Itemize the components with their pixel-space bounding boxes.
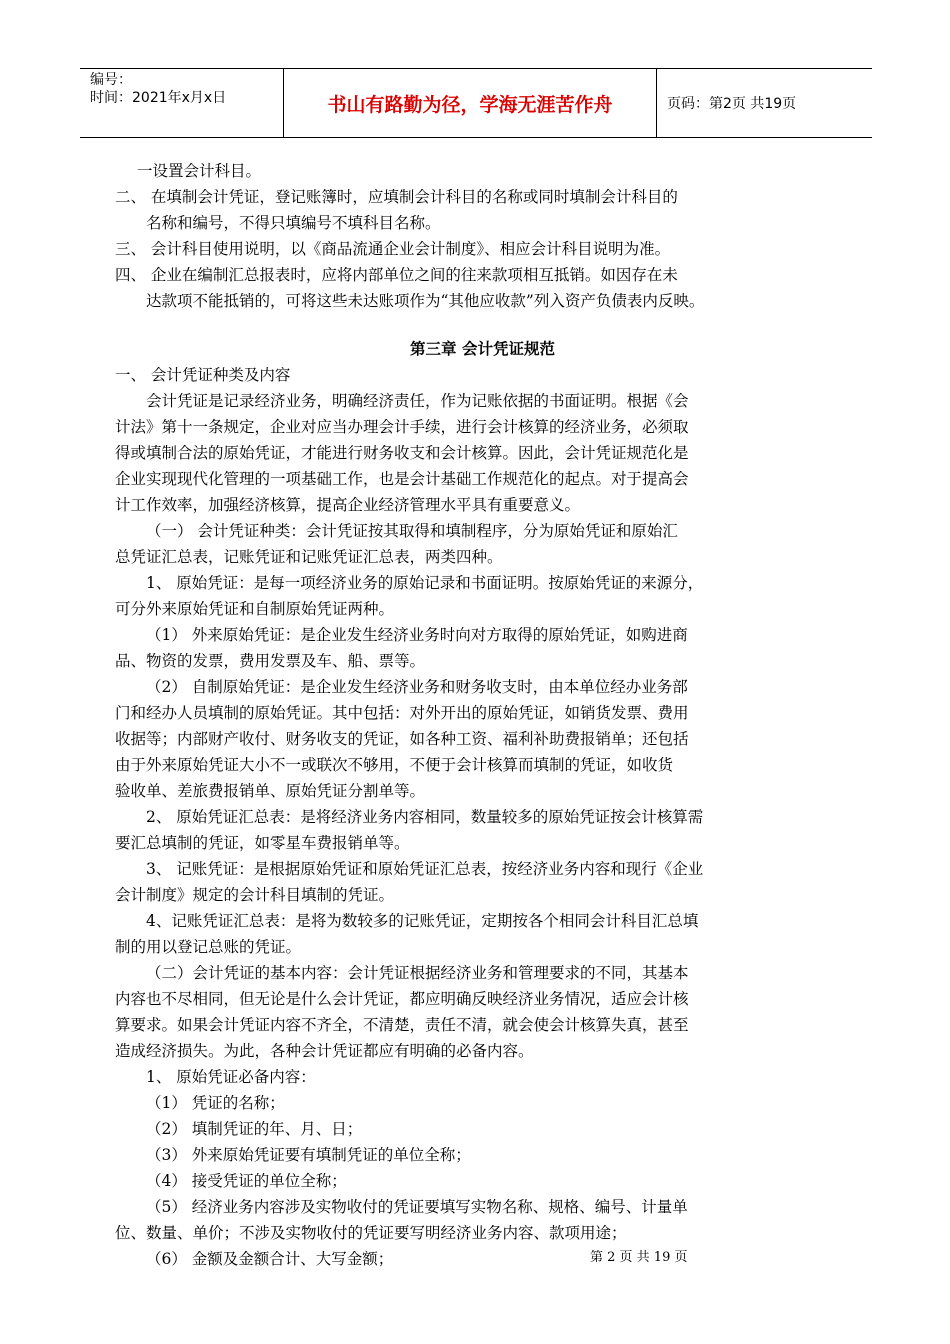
list-item: （6） 金额及金额合计、大写金额；	[146, 1250, 394, 1268]
paragraph-line: 4、记账凭证汇总表：是将为数较多的记账凭证，定期按各个相同会计科目汇总填	[146, 912, 699, 930]
header-page-info: 页码：第2页 共19页	[667, 96, 797, 112]
paragraph-line: 2、 原始凭证汇总表：是将经济业务内容相同，数量较多的原始凭证按会计核算需	[146, 808, 704, 826]
paragraph-line: 会计制度》规定的会计科目填制的凭证。	[115, 886, 395, 904]
paragraph-line: 算要求。如果会计凭证内容不齐全，不清楚，责任不清，就会使会计核算失真，甚至	[115, 1016, 689, 1034]
paragraph-line: 可分外来原始凭证和自制原始凭证两种。	[115, 600, 395, 618]
list-item: （1） 凭证的名称；	[146, 1094, 285, 1112]
paragraph-line: 造成经济损失。为此，各种会计凭证都应有明确的必备内容。	[115, 1042, 534, 1060]
paragraph-line: 收据等；内部财产收付、财务收支的凭证，如各种工资、福利补助费报销单；还包括	[115, 730, 689, 748]
paragraph-line: 会计凭证是记录经济业务，明确经济责任，作为记账依据的书面证明。根据《会	[146, 392, 689, 410]
paragraph-line: 门和经办人员填制的原始凭证。其中包括：对外开出的原始凭证，如销货发票、费用	[115, 704, 689, 722]
paragraph-line: （1） 外来原始凭证：是企业发生经济业务时向对方取得的原始凭证，如购进商	[146, 626, 688, 644]
paragraph-line: 位、数量、单价；不涉及实物收付的凭证要写明经济业务内容、款项用途；	[115, 1224, 627, 1242]
paragraph-line: （一） 会计凭证种类：会计凭证按其取得和填制程序，分为原始凭证和原始汇	[146, 522, 678, 540]
section-heading: 一、 会计凭证种类及内容	[115, 366, 291, 384]
paragraph-line: 3、 记账凭证：是根据原始凭证和原始凭证汇总表，按经济业务内容和现行《企业	[146, 860, 704, 878]
header-motto: 书山有路勤为径，学海无涯苦作舟	[284, 69, 657, 137]
paragraph-line: 计法》第十一条规定，企业对应当办理会计手续，进行会计核算的经济业务，必须取	[115, 418, 689, 436]
paragraph-line: 由于外来原始凭证大小不一或联次不够用，不便于会计核算而填制的凭证，如收货	[115, 756, 674, 774]
header-date: 时间：2021年x月x日	[90, 90, 227, 106]
paragraph-line: 三、 会计科目使用说明，以《商品流通企业会计制度》、相应会计科目说明为准。	[115, 240, 671, 258]
paragraph-line: 名称和编号，不得只填编号不填科目名称。	[146, 214, 441, 232]
paragraph-line: 总凭证汇总表，记账凭证和记账凭证汇总表，两类四种。	[115, 548, 503, 566]
list-item: （5） 经济业务内容涉及实物收付的凭证要填写实物名称、规格、编号、计量单	[146, 1198, 688, 1216]
header-number-label: 编号：	[90, 72, 132, 88]
paragraph-line: 品、物资的发票，费用发票及车、船、票等。	[115, 652, 426, 670]
paragraph-line: 内容也不尽相同，但无论是什么会计凭证，都应明确反映经济业务情况，适应会计核	[115, 990, 689, 1008]
paragraph-line: （2） 自制原始凭证：是企业发生经济业务和财务收支时，由本单位经办业务部	[146, 678, 688, 696]
paragraph-line: 达款项不能抵销的，可将这些未达账项作为“其他应收款”列入资产负债表内反映。	[146, 292, 705, 310]
paragraph-line: 四、 企业在编制汇总报表时，应将内部单位之间的往来款项相互抵销。如因存在未	[115, 266, 678, 284]
header-meta	[80, 69, 284, 137]
page-footer: 第 2 页 共 19 页	[590, 1250, 688, 1265]
paragraph-line: 企业实现现代化管理的一项基础工作，也是会计基础工作规范化的起点。对于提高会	[115, 470, 689, 488]
paragraph-line: 计工作效率，加强经济核算，提高企业经济管理水平具有重要意义。	[115, 496, 581, 514]
paragraph-line: 1、 原始凭证：是每一项经济业务的原始记录和书面证明。按原始凭证的来源分，	[146, 574, 704, 592]
list-item: （2） 填制凭证的年、月、日；	[146, 1120, 363, 1138]
page-header	[80, 68, 872, 138]
document-body	[115, 158, 850, 1272]
list-item: （3） 外来原始凭证要有填制凭证的单位全称；	[146, 1146, 471, 1164]
chapter-title: 第三章 会计凭证规范	[410, 340, 555, 358]
paragraph-line: 二、 在填制会计凭证，登记账簿时，应填制会计科目的名称或同时填制会计科目的	[115, 188, 678, 206]
paragraph-line: 要汇总填制的凭证，如零星车费报销单等。	[115, 834, 410, 852]
paragraph-line: 验收单、差旅费报销单、原始凭证分割单等。	[115, 782, 426, 800]
paragraph-line: 1、 原始凭证必备内容：	[146, 1068, 316, 1086]
paragraph-line: 一设置会计科目。	[137, 162, 262, 180]
paragraph-line: （二）会计凭证的基本内容：会计凭证根据经济业务和管理要求的不同，其基本	[146, 964, 689, 982]
list-item: （4） 接受凭证的单位全称；	[146, 1172, 347, 1190]
paragraph-line: 得或填制合法的原始凭证，才能进行财务收支和会计核算。因此，会计凭证规范化是	[115, 444, 689, 462]
paragraph-line: 制的用以登记总账的凭证。	[115, 938, 302, 956]
